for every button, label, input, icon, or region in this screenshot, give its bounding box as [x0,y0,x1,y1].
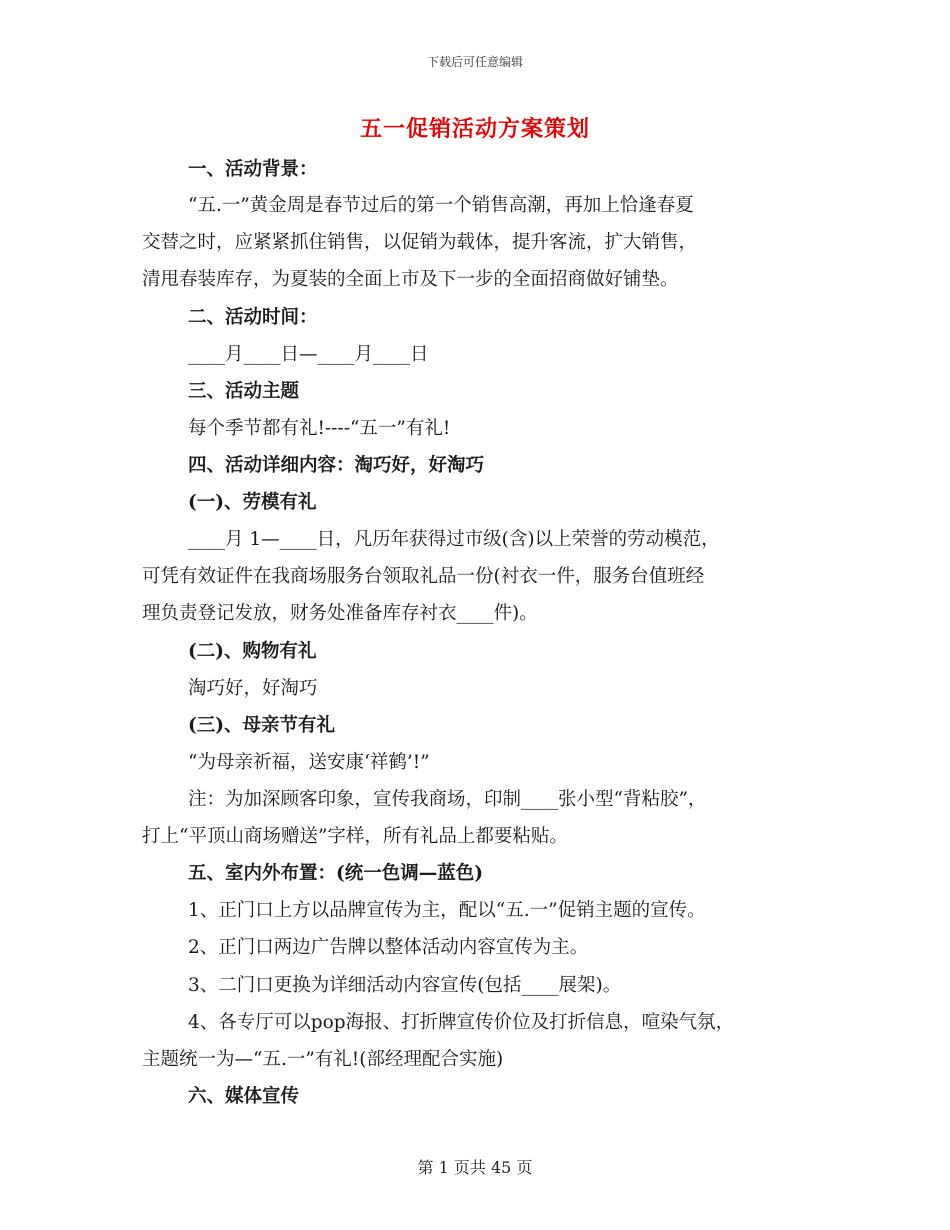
paragraph-line: 淘巧好，好淘巧 [188,678,318,699]
section-heading-media: 六、媒体宣传 [188,1086,300,1107]
paragraph-line: “为母亲祈福，送安康‘祥鹤’!” [188,752,430,773]
subsection-heading: (三)、母亲节有礼 [188,715,336,736]
paragraph-line: 每个季节都有礼!----“五一”有礼! [188,418,451,439]
paragraph-line: ____月____日—____月____日 [188,344,429,365]
document-title: 五一促销活动方案策划 [359,116,590,142]
paragraph-line: 打上“平顶山商场赠送”字样，所有礼品上都要粘贴。 [142,826,568,847]
section-heading-background: 一、活动背景： [188,159,318,180]
paragraph-line: 交替之时，应紧紧抓住销售，以促销为载体，提升客流，扩大销售， [142,232,698,253]
section-heading-layout: 五、室内外布置：(统一色调—蓝色) [188,863,484,884]
paragraph-line: 可凭有效证件在我商场服务台领取礼品一份(衬衣一件，服务台值班经 [142,566,705,587]
paragraph-line: 注：为加深顾客印象，宣传我商场，印制____张小型“背粘胶”， [188,789,707,810]
subsection-heading: (二)、购物有礼 [188,641,317,662]
paragraph-line: “五.一”黄金周是春节过后的第一个销售高潮，再加上恰逢春夏 [188,195,694,216]
section-heading-details: 四、活动详细内容：淘巧好，好淘巧 [188,455,485,476]
page-footer: 第 1 页共 45 页 [417,1158,533,1177]
section-heading-theme: 三、活动主题 [188,381,300,402]
list-item: 3、二门口更换为详细活动内容宣传(包括____展架)。 [188,975,622,996]
subsection-heading: (一)、劳模有礼 [188,492,317,513]
paragraph-line: 理负责登记发放，财务处准备库存衬衣____件)。 [142,603,538,624]
paragraph-line: 清甩春装库存，为夏装的全面上市及下一步的全面招商做好铺垫。 [142,269,679,290]
paragraph-line: 主题统一为—“五.一”有礼!(部经理配合实施) [142,1049,504,1070]
page-header: 下载后可任意编辑 [426,55,523,69]
list-item: 4、各专厅可以pop海报、打折牌宣传价位及打折信息，喧染气氛， [188,1012,735,1033]
list-item: 1、正门口上方以品牌宣传为主，配以“五.一”促销主题的宣传。 [188,900,706,921]
section-heading-time: 二、活动时间： [188,307,318,328]
list-item: 2、正门口两边广告牌以整体活动内容宣传为主。 [188,937,589,958]
paragraph-line: ____月 1—____日，凡历年获得过市级(含)以上荣誉的劳动模范， [188,529,720,550]
